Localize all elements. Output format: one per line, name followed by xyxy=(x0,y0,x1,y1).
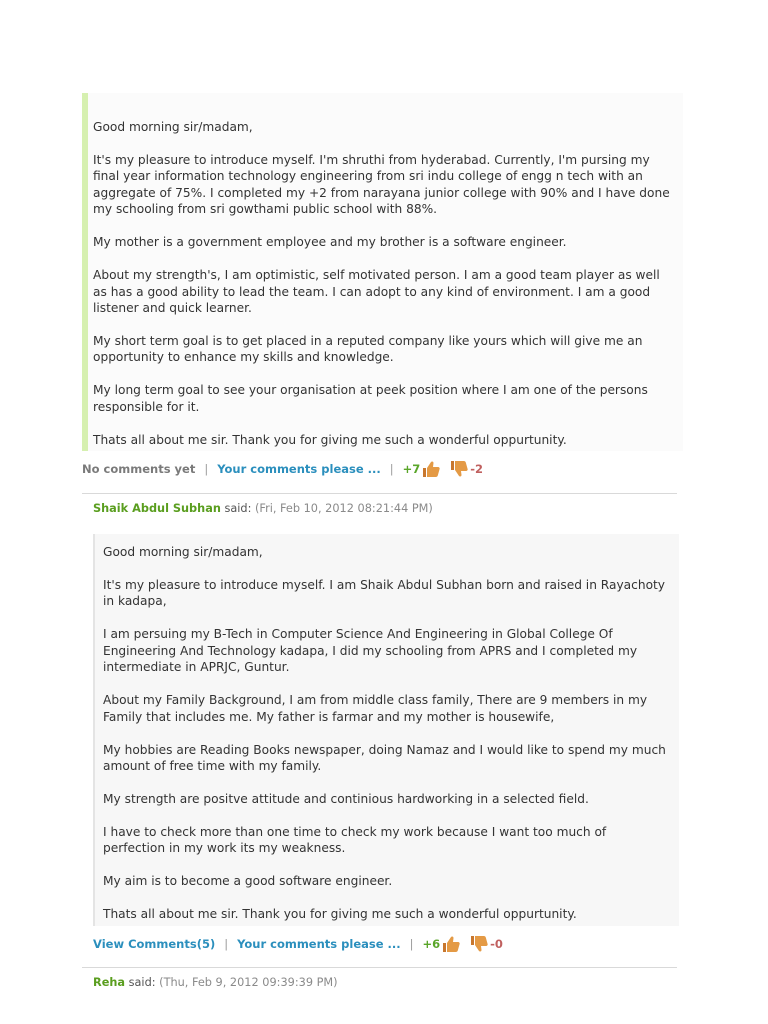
upvote-count: +7 xyxy=(402,462,421,476)
answer-paragraph: My aim is to become a good software engineer. xyxy=(103,874,393,889)
answer-paragraph: My mother is a government employee and my brother is a software engineer. xyxy=(93,235,567,250)
answer-actions-2 xyxy=(93,935,503,953)
upvote-count: +6 xyxy=(422,937,441,951)
comment-header-3 xyxy=(93,976,338,989)
answer-text-2 xyxy=(103,544,671,939)
thumbs-down-icon[interactable] xyxy=(449,460,469,478)
answer-paragraph: It's my pleasure to introduce myself. I am Shaik Abdul Subhan born and raised in Rayachoty in kadapa, xyxy=(103,578,666,609)
answer-paragraph: My hobbies are Reading Books newspaper, doing Namaz and I would like to spend my much amount of free time with my family. xyxy=(103,742,666,774)
separator: | xyxy=(409,937,414,951)
answer-block-1 xyxy=(82,93,683,451)
thumbs-up-icon[interactable] xyxy=(421,460,441,478)
post-date: (Fri, Feb 10, 2012 08:21:44 PM) xyxy=(254,502,433,515)
downvote-count: -0 xyxy=(490,937,503,951)
author-name[interactable]: Shaik Abdul Subhan xyxy=(93,502,221,515)
answer-paragraph: Good morning sir/madam, xyxy=(103,545,263,559)
divider xyxy=(82,493,677,494)
answer-paragraph: My short term goal is to get placed in a reputed company like yours which will give me an opportunity to enhance my skills and knowledge. xyxy=(93,334,643,365)
downvote-count: -2 xyxy=(470,462,484,476)
divider xyxy=(82,967,677,968)
answer-text-1 xyxy=(93,119,677,465)
answer-paragraph: It's my pleasure to introduce myself. I'm shruthi from hyderabad. Currently, I'm pursing my final year information technology engineering from sri indu college of engg n tech with an aggregate of 75%. I completed my +2 from narayana junior college with 90% and I have done my schooling from sri gowthami public school with 88%. xyxy=(93,153,670,217)
separator: | xyxy=(204,462,209,476)
answer-paragraph: About my Family Background, I am from middle class family, There are 9 members in my Family that includes me. My father is farmar and my mother is housewife, xyxy=(103,693,648,724)
thumbs-up-icon[interactable] xyxy=(441,935,461,953)
answer-actions-1 xyxy=(82,460,483,478)
said-label: said: xyxy=(224,502,252,515)
your-comments-link[interactable]: Your comments please ... xyxy=(217,462,381,476)
thumbs-down-icon[interactable] xyxy=(469,935,489,953)
separator: | xyxy=(224,937,229,951)
answer-paragraph: My strength are positve attitude and continious hardworking in a selected field. xyxy=(103,792,589,807)
answer-paragraph: I have to check more than one time to check my work because I want too much of perfection in my work its my weakness. xyxy=(103,825,607,856)
answer-paragraph: Thats all about me sir. Thank you for giving me such a wonderful oppurtunity. xyxy=(93,432,567,447)
answer-paragraph: My long term goal to see your organisation at peek position where I am one of the persons responsible for it. xyxy=(93,383,648,414)
comment-header-2 xyxy=(93,502,433,515)
said-label: said: xyxy=(128,976,156,989)
post-date: (Thu, Feb 9, 2012 09:39:39 PM) xyxy=(159,976,338,989)
answer-paragraph: Thats all about me sir. Thank you for giving me such a wonderful oppurtunity. xyxy=(103,907,577,922)
comments-count: No comments yet xyxy=(82,462,196,476)
your-comments-link[interactable]: Your comments please ... xyxy=(237,937,401,951)
author-name[interactable]: Reha xyxy=(93,976,126,989)
view-comments-link[interactable]: View Comments(5) xyxy=(93,937,216,951)
answer-block-2 xyxy=(93,534,679,926)
answer-paragraph: I am persuing my B-Tech in Computer Science And Engineering in Global College Of Engineering And Technology kadapa, I did my schooling from APRS and I completed my intermediate in APRJC, Guntur. xyxy=(103,627,638,675)
answer-paragraph: About my strength's, I am optimistic, self motivated person. I am a good team player as well as has a good ability to lead the team. I can adopt to any kind of environment. I am a good listener and quick learner. xyxy=(93,268,660,316)
answer-paragraph: Good morning sir/madam, xyxy=(93,120,253,134)
separator: | xyxy=(389,462,394,476)
